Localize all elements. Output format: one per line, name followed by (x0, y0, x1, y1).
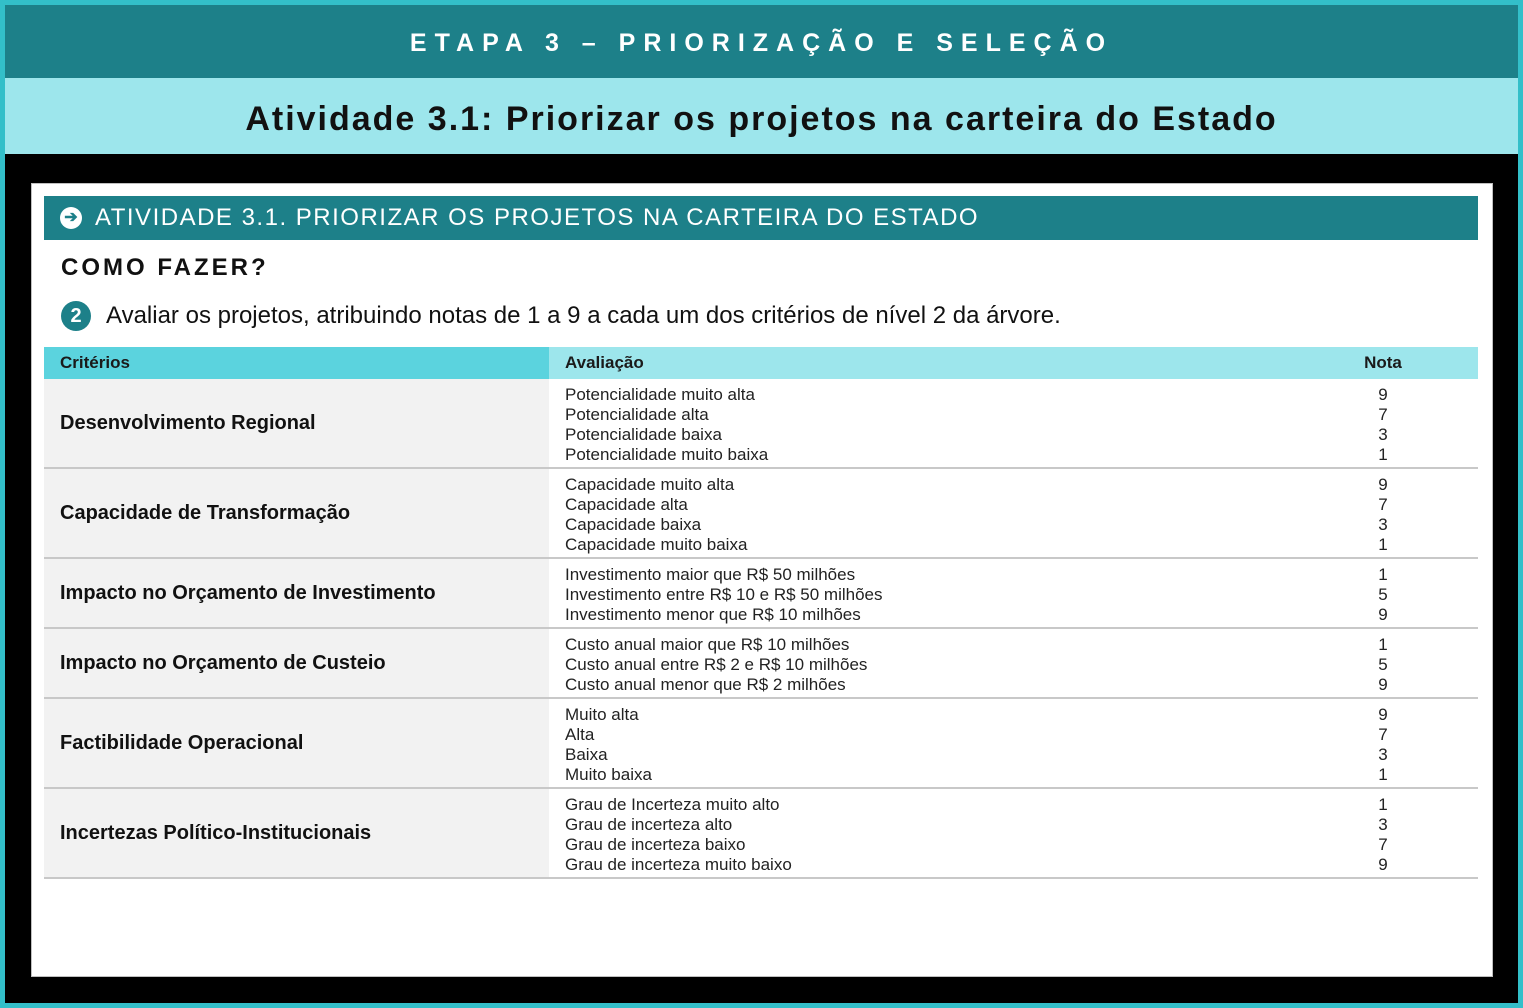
activity-title: Atividade 3.1: Priorizar os projetos na carteira do Estado (5, 78, 1518, 154)
evaluation-item: Investimento menor que R$ 10 milhões (565, 605, 861, 624)
evaluation-item: Muito alta (565, 705, 639, 724)
nota-value: 1 (1378, 565, 1388, 584)
nota-value: 1 (1378, 445, 1388, 464)
nota-value: 3 (1378, 745, 1388, 764)
evaluation-item: Custo anual entre R$ 2 e R$ 10 milhões (565, 655, 868, 674)
evaluation-item: Grau de incerteza muito baixo (565, 855, 792, 874)
stage-banner: ETAPA 3 – PRIORIZAÇÃO E SELEÇÃO (5, 5, 1518, 78)
evaluation-cell (549, 379, 1338, 467)
nota-value: 7 (1378, 835, 1388, 854)
nota-value: 7 (1378, 495, 1388, 514)
table-row (44, 559, 1478, 629)
evaluation-item: Potencialidade muito baixa (565, 445, 769, 464)
nota-value: 5 (1378, 585, 1388, 604)
nota-cell (1338, 789, 1478, 877)
evaluation-item: Capacidade muito alta (565, 475, 735, 494)
evaluation-item: Capacidade alta (565, 495, 688, 514)
evaluation-item: Custo anual menor que R$ 2 milhões (565, 675, 846, 694)
nota-cell (1338, 559, 1478, 627)
header-criterios: Critérios (44, 347, 549, 379)
evaluation-item: Investimento entre R$ 10 e R$ 50 milhões (565, 585, 883, 604)
nota-value: 1 (1378, 535, 1388, 554)
evaluation-item: Alta (565, 725, 595, 744)
criterion-cell: Factibilidade Operacional (44, 699, 549, 787)
table-row (44, 379, 1478, 469)
evaluation-item: Muito baixa (565, 765, 652, 784)
nota-value: 9 (1378, 605, 1388, 624)
nota-cell (1338, 469, 1478, 557)
content-card (31, 183, 1493, 977)
nota-value: 9 (1378, 385, 1388, 404)
arrow-right-circle-icon: ➔ (60, 207, 82, 229)
table-row (44, 629, 1478, 699)
criterion-cell: Impacto no Orçamento de Investimento (44, 559, 549, 627)
evaluation-cell (549, 469, 1338, 557)
nota-value: 9 (1378, 475, 1388, 494)
criteria-table (44, 347, 1478, 879)
table-row (44, 789, 1478, 879)
evaluation-item: Grau de incerteza alto (565, 815, 733, 834)
nota-value: 5 (1378, 655, 1388, 674)
step-row (61, 301, 1061, 331)
nota-cell (1338, 699, 1478, 787)
nota-value: 1 (1378, 765, 1388, 784)
table-row (44, 469, 1478, 559)
table-header (44, 347, 1478, 379)
nota-value: 7 (1378, 725, 1388, 744)
criterion-cell: Capacidade de Transformação (44, 469, 549, 557)
nota-value: 1 (1378, 635, 1388, 654)
nota-value: 9 (1378, 855, 1388, 874)
evaluation-item: Grau de incerteza baixo (565, 835, 746, 854)
evaluation-item: Capacidade muito baixa (565, 535, 748, 554)
header-nota: Nota (1364, 353, 1402, 372)
table-body (44, 379, 1478, 879)
evaluation-item: Baixa (565, 745, 608, 764)
header-avaliacao: Avaliação (565, 353, 644, 372)
section-header (44, 196, 1478, 240)
evaluation-item: Investimento maior que R$ 50 milhões (565, 565, 856, 584)
criterion-cell: Impacto no Orçamento de Custeio (44, 629, 549, 697)
nota-value: 3 (1378, 425, 1388, 444)
evaluation-cell (549, 789, 1338, 877)
slide-frame (5, 5, 1518, 1003)
nota-value: 3 (1378, 515, 1388, 534)
nota-value: 9 (1378, 705, 1388, 724)
evaluation-item: Custo anual maior que R$ 10 milhões (565, 635, 850, 654)
criterion-cell: Incertezas Político-Institucionais (44, 789, 549, 877)
nota-cell (1338, 629, 1478, 697)
evaluation-item: Grau de Incerteza muito alto (565, 795, 780, 814)
evaluation-item: Potencialidade alta (565, 405, 709, 424)
nota-value: 9 (1378, 675, 1388, 694)
step-text: Avaliar os projetos, atribuindo notas de 1 a 9 a cada um dos critérios de nível 2 da árvore. (106, 302, 1061, 329)
nota-value: 7 (1378, 405, 1388, 424)
evaluation-item: Potencialidade muito alta (565, 385, 755, 404)
step-number-badge: 2 (61, 301, 91, 331)
evaluation-cell (549, 559, 1338, 627)
criterion-cell: Desenvolvimento Regional (44, 379, 549, 467)
nota-cell (1338, 379, 1478, 467)
evaluation-cell (549, 629, 1338, 697)
section-title: ATIVIDADE 3.1. PRIORIZAR OS PROJETOS NA CARTEIRA DO ESTADO (95, 204, 980, 231)
evaluation-item: Potencialidade baixa (565, 425, 722, 444)
evaluation-item: Capacidade baixa (565, 515, 702, 534)
nota-value: 1 (1378, 795, 1388, 814)
how-to-title: COMO FAZER? (61, 254, 269, 281)
nota-value: 3 (1378, 815, 1388, 834)
table-row (44, 699, 1478, 789)
evaluation-cell (549, 699, 1338, 787)
